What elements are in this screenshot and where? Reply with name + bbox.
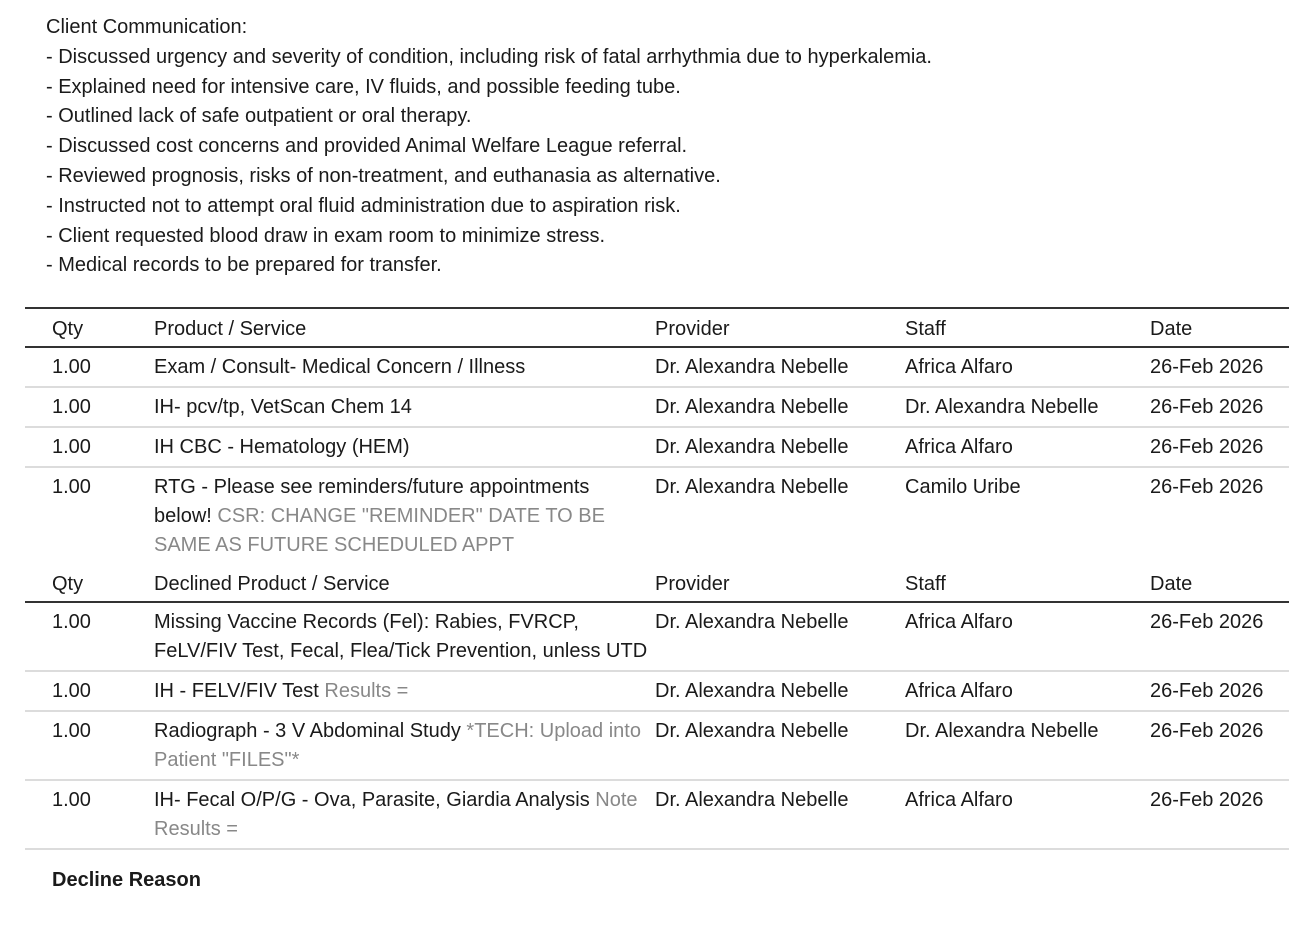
product-name: Radiograph - 3 V Abdominal Study <box>154 720 461 742</box>
cell-product <box>154 602 655 671</box>
cell-staff: Camilo Uribe <box>905 476 1021 498</box>
cell-product <box>154 387 655 427</box>
cell-provider: Dr. Alexandra Nebelle <box>655 711 905 780</box>
services-row <box>25 467 1289 564</box>
cell-date: 26-Feb 2026 <box>1150 476 1264 498</box>
cell-provider: Dr. Alexandra Nebelle <box>655 347 905 387</box>
cell-staff: Africa Alfaro <box>905 780 1150 849</box>
services-row <box>25 347 1289 387</box>
note-line: - Discussed cost concerns and provided Animal Welfare League referral. <box>46 135 688 158</box>
cell-qty: 1.00 <box>25 711 154 780</box>
cell-product <box>154 427 655 467</box>
product-note: CSR: CHANGE "REMINDER" DATE TO BE SAME AS FUTURE SCHEDULED APPT <box>154 505 605 556</box>
note-lines <box>46 43 932 281</box>
note-line: - Outlined lack of safe outpatient or oral therapy. <box>46 105 472 128</box>
cell-date: 26-Feb 2026 <box>1150 780 1289 849</box>
services-row <box>25 387 1289 427</box>
declined-header-row <box>25 564 1289 602</box>
cell-qty: 1.00 <box>25 427 154 467</box>
product-name: IH- pcv/tp, VetScan Chem 14 <box>154 396 412 418</box>
product-note: *TECH: Upload into Patient "FILES"* <box>154 720 641 771</box>
cell-product <box>154 671 655 711</box>
cell-staff: Africa Alfaro <box>905 602 1150 671</box>
notes-title: Client Communication: <box>46 16 248 38</box>
note-line: - Explained need for intensive care, IV fluids, and possible feeding tube. <box>46 75 681 98</box>
note-line: - Instructed not to attempt oral fluid administration due to aspiration risk. <box>46 194 681 217</box>
cell-staff: Dr. Alexandra Nebelle <box>905 387 1150 427</box>
cell-staff: Africa Alfaro <box>905 671 1150 711</box>
cell-qty: 1.00 <box>25 602 154 671</box>
note-line: - Medical records to be prepared for transfer. <box>46 254 442 277</box>
declined-row <box>25 602 1289 671</box>
cell-product <box>154 347 655 387</box>
column-header-staff: Staff <box>905 308 1150 347</box>
client-communication-notes <box>46 13 932 281</box>
column-header-provider: Provider <box>655 564 905 602</box>
cell-product <box>154 711 655 780</box>
cell-provider: Dr. Alexandra Nebelle <box>655 427 905 467</box>
product-name: IH CBC - Hematology (HEM) <box>154 436 410 458</box>
cell-provider: Dr. Alexandra Nebelle <box>655 476 849 498</box>
cell-qty: 1.00 <box>25 387 154 427</box>
services-header-row <box>25 308 1289 347</box>
note-line: - Client requested blood draw in exam room to minimize stress. <box>46 224 606 247</box>
services-row <box>25 427 1289 467</box>
declined-row <box>25 671 1289 711</box>
cell-provider: Dr. Alexandra Nebelle <box>655 602 905 671</box>
services-table <box>25 307 1289 850</box>
product-note: Results = <box>324 680 409 702</box>
column-header-product: Declined Product / Service <box>154 564 655 602</box>
column-header-staff: Staff <box>905 564 1150 602</box>
cell-product <box>154 467 655 564</box>
product-name: RTG - Please see reminders/future appointments below! <box>154 476 590 527</box>
column-header-qty: Qty <box>25 308 154 347</box>
cell-qty: 1.00 <box>25 671 154 711</box>
cell-provider: Dr. Alexandra Nebelle <box>655 780 905 849</box>
column-header-date: Date <box>1150 564 1289 602</box>
cell-date: 26-Feb 2026 <box>1150 671 1289 711</box>
product-name: IH - FELV/FIV Test <box>154 680 319 702</box>
cell-staff: Dr. Alexandra Nebelle <box>905 711 1150 780</box>
cell-staff: Africa Alfaro <box>905 347 1150 387</box>
cell-date: 26-Feb 2026 <box>1150 347 1289 387</box>
cell-date: 26-Feb 2026 <box>1150 711 1289 780</box>
product-name: IH- Fecal O/P/G - Ova, Parasite, Giardia Analysis <box>154 789 590 811</box>
cell-qty: 1.00 <box>25 780 154 849</box>
cell-qty: 1.00 <box>25 347 154 387</box>
cell-provider: Dr. Alexandra Nebelle <box>655 387 905 427</box>
column-header-qty: Qty <box>25 564 154 602</box>
product-note: Note Results = <box>154 789 638 840</box>
cell-provider: Dr. Alexandra Nebelle <box>655 671 905 711</box>
product-name: Exam / Consult- Medical Concern / Illness <box>154 356 526 378</box>
cell-product <box>154 780 655 849</box>
cell-date: 26-Feb 2026 <box>1150 387 1289 427</box>
note-line: - Discussed urgency and severity of condition, including risk of fatal arrhythmia due to hyperkalemia. <box>46 45 932 68</box>
declined-row <box>25 780 1289 849</box>
column-header-date: Date <box>1150 308 1289 347</box>
note-line: - Reviewed prognosis, risks of non-treatment, and euthanasia as alternative. <box>46 164 721 187</box>
decline-reason-label: Decline Reason <box>52 869 201 891</box>
column-header-product: Product / Service <box>154 308 655 347</box>
column-header-provider: Provider <box>655 308 905 347</box>
product-name: Missing Vaccine Records (Fel): Rabies, FVRCP, FeLV/FIV Test, Fecal, Flea/Tick Prevention, unless UTD <box>154 611 648 662</box>
cell-staff: Africa Alfaro <box>905 427 1150 467</box>
declined-row <box>25 711 1289 780</box>
cell-qty: 1.00 <box>52 476 91 498</box>
cell-date: 26-Feb 2026 <box>1150 602 1289 671</box>
cell-date: 26-Feb 2026 <box>1150 427 1289 467</box>
